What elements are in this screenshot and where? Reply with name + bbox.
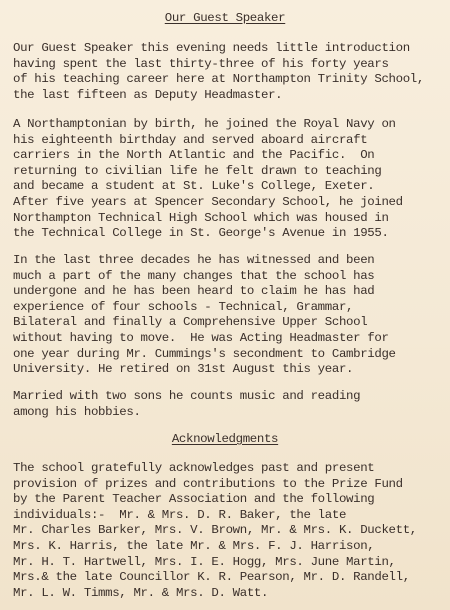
text-line: the last fifteen as Deputy Headmaster.	[13, 87, 283, 102]
text-line: Mr. H. T. Hartwell, Mrs. I. E. Hogg, Mrs. June Martin,	[13, 554, 396, 569]
text-line: A Northamptonian by birth, he joined the Royal Navy on	[13, 117, 396, 131]
text-line: Mr. L. W. Timms, Mr. & Mrs. D. Watt.	[13, 585, 269, 600]
guest-speaker-heading: Our Guest Speaker	[164, 11, 286, 25]
acknowledgments-heading: Acknowledgments	[171, 432, 279, 446]
text-line: In the last three decades he has witnessed and been	[13, 253, 375, 267]
text-line: Bilateral and finally a Comprehensive Upper School	[13, 315, 368, 330]
career-paragraph	[13, 253, 445, 378]
text-line: provision of prizes and contributions to the Prize Fund	[13, 476, 403, 491]
text-line: of his teaching career here at Northampton Trinity School,	[13, 72, 424, 87]
text-line: undergone and he has been heard to claim he has had	[13, 284, 375, 299]
text-line: Mrs.& the late Councillor K. R. Pearson, Mr. D. Randell,	[13, 570, 410, 585]
text-line: Married with two sons he counts music and reading	[13, 389, 361, 403]
text-line: the Technical College in St. George's Avenue in 1955.	[13, 226, 389, 241]
text-line: individuals:- Mr. & Mrs. D. R. Baker, the late	[13, 507, 347, 522]
text-line: and became a student at St. Luke's College, Exeter.	[13, 179, 375, 194]
text-line: Our Guest Speaker this evening needs little introduction	[13, 41, 410, 55]
text-line: having spent the last thirty-three of his forty years	[13, 56, 389, 71]
intro-paragraph	[13, 41, 445, 103]
hobbies-paragraph	[13, 389, 445, 420]
text-line: The school gratefully acknowledges past and present	[13, 461, 375, 475]
acknowledgments-paragraph	[13, 461, 445, 601]
biography-paragraph	[13, 117, 445, 242]
text-line: his eighteenth birthday and served aboard aircraft	[13, 132, 368, 147]
text-line: carriers in the North Atlantic and the Pacific. On	[13, 148, 375, 163]
text-line: much a part of the many changes that the school has	[13, 268, 375, 283]
text-line: by the Parent Teacher Association and the following	[13, 492, 375, 507]
text-line: one year during Mr. Cummings's secondment to Cambridge	[13, 346, 396, 361]
text-line: Mr. Charles Barker, Mrs. V. Brown, Mr. & Mrs. K. Duckett,	[13, 523, 417, 538]
text-line: among his hobbies.	[13, 404, 141, 419]
text-line: After five years at Spencer Secondary School, he joined	[13, 194, 403, 209]
text-line: experience of four schools - Technical, Grammar,	[13, 299, 354, 314]
text-line: Mrs. K. Harris, the late Mr. & Mrs. F. J. Harrison,	[13, 538, 375, 553]
text-line: without having to move. He was Acting Headmaster for	[13, 330, 389, 345]
text-line: University. He retired on 31st August this year.	[13, 362, 354, 377]
text-line: returning to civilian life he felt drawn to teaching	[13, 163, 382, 178]
text-line: Northampton Technical High School which was housed in	[13, 210, 389, 225]
